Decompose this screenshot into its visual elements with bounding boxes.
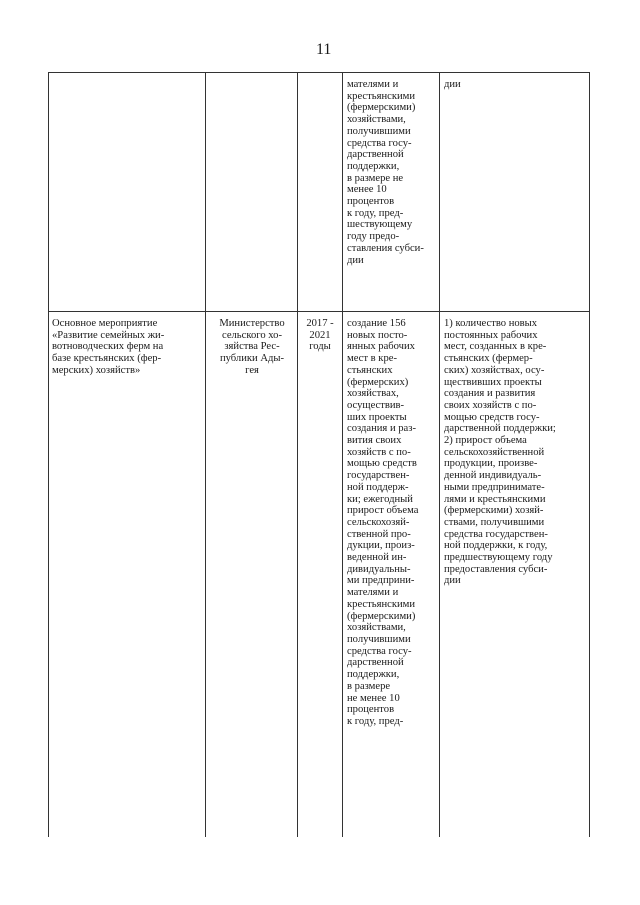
row-divider xyxy=(48,311,590,312)
table-border-left xyxy=(48,72,49,837)
page-number: 11 xyxy=(316,41,332,58)
row2-expected-result: создание 156 новых посто- янных рабочих мест в кре- стьянских (фермерских) хозяйствах, осуществив- ших проекты создания и раз- вития своих хозяйств с по- мощью средств государствен- ной поддерж- ки; ежегодный прирост объема сельскохозяй- ственной про- дукции, произ- веденной ин- дивидуальны- ми предприни- мателями и крестьянскими (фермерскими) хозяйствами, получившими средства госу- дарственной поддержки, в размере не менее 10 процентов к году, пред- xyxy=(347,318,419,727)
table-border-right xyxy=(589,72,590,837)
row2-period: 2017 - 2021 годы xyxy=(306,318,334,353)
row2-executor: Министерство сельского хо- зяйства Рес- публики Ады- гея xyxy=(219,318,285,376)
row1-col4-cell: мателями и крестьянскими (фермерскими) хозяйствами, получившими средства госу- дарственной поддержки, в размере не менее 10 процентов к году, пред- шествующему году предо- ставления субси- дии xyxy=(347,79,424,266)
row2-indicators: 1) количество новых постоянных рабочих мест, созданных в кре- стьянских (фермер- ских) хозяйствах, осу- ществивших проекты создания и развития своих хозяйств с по- мощью средств госу- дарственной поддержки; 2) прирост объема сельскохозяйственной продукции, произве- денной индивидуаль- ными предпринимате- лями и крестьянскими (фермерскими) хозяй- ствами, получившими средства государствен- ной поддержки, к году, предшествующему году предоставления субси- дии xyxy=(444,318,556,587)
row1-col5-cell: дии xyxy=(444,79,461,90)
column-divider-4 xyxy=(439,72,440,837)
column-divider-1 xyxy=(205,72,206,837)
row2-activity-name: Основное мероприятие «Развитие семейных жи- вотноводческих ферм на базе крестьянских (фер- мерских) хозяйств» xyxy=(52,318,165,376)
column-divider-3 xyxy=(342,72,343,837)
column-divider-2 xyxy=(297,72,298,837)
table-border-top xyxy=(48,72,590,73)
